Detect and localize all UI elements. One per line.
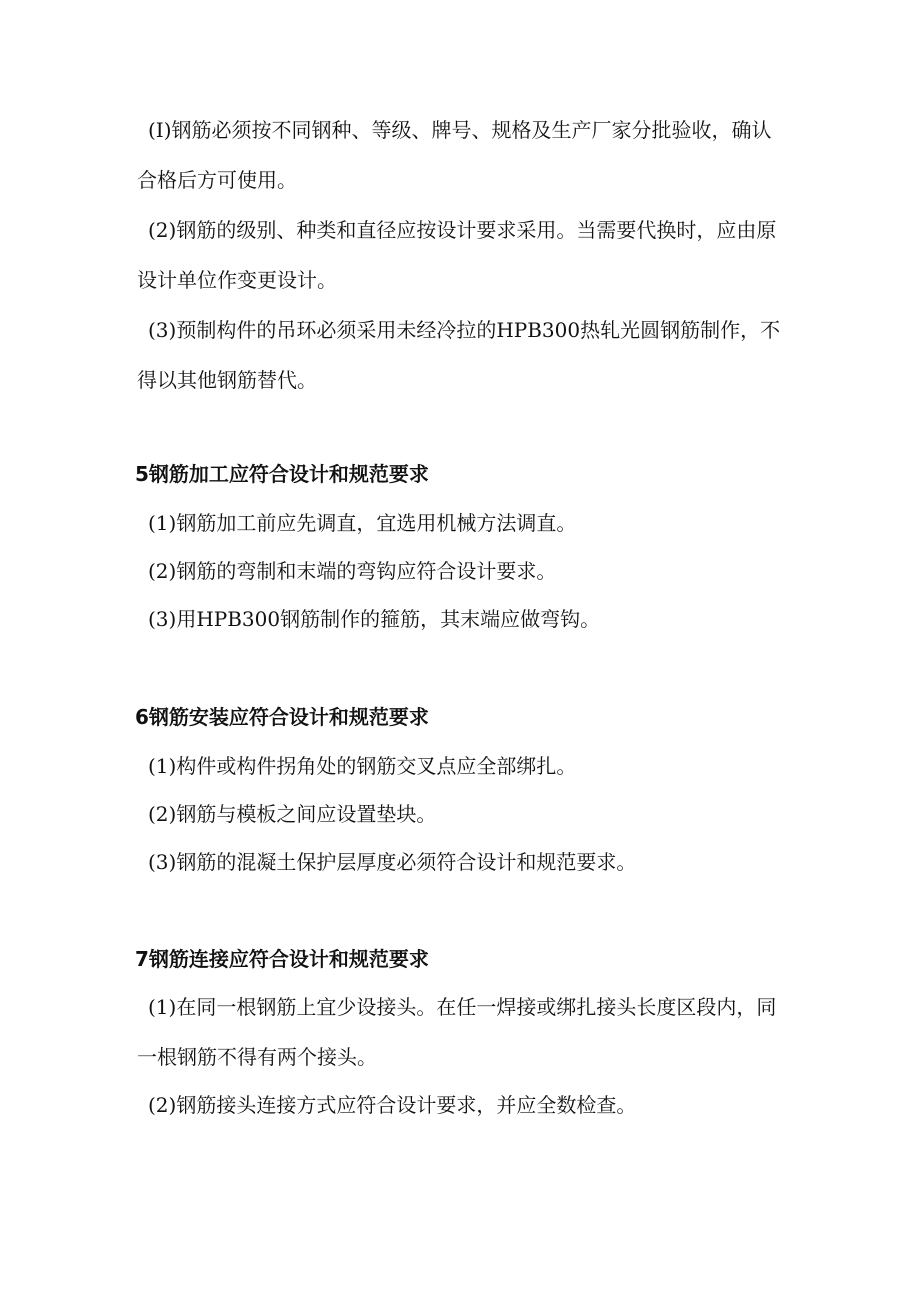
section7-item-1: (1)在同一根钢筋上宜少设接头。在任一焊接或绑扎接头长度区段内，同一根钢筋不得有两个接头。 bbox=[137, 995, 777, 1069]
section6-item-2: (2)钢筋与模板之间应设置垫块。 bbox=[148, 802, 437, 826]
section6-item-3: (3)钢筋的混凝土保护层厚度必须符合设计和规范要求。 bbox=[148, 850, 637, 874]
section5-heading: 5钢筋加工应符合设计和规范要求 bbox=[135, 462, 429, 486]
section5-item-3: (3)用HPB300钢筋制作的箍筋，其末端应做弯钩。 bbox=[148, 607, 601, 631]
section5-item-1: (1)钢筋加工前应先调直，宜选用机械方法调直。 bbox=[148, 511, 577, 535]
section6-heading: 6钢筋安装应符合设计和规范要求 bbox=[135, 705, 429, 729]
section7-heading: 7钢筋连接应符合设计和规范要求 bbox=[135, 947, 429, 971]
section7-item-2: (2)钢筋接头连接方式应符合设计要求，并应全数检查。 bbox=[148, 1093, 637, 1117]
section4-item-2: (2)钢筋的级别、种类和直径应按设计要求采用。当需要代换时，应由原设计单位作变更设计。 bbox=[137, 218, 777, 292]
section6-item-1: (1)构件或构件拐角处的钢筋交叉点应全部绑扎。 bbox=[148, 754, 577, 778]
section4-item-3: (3)预制构件的吊环必须采用未经冷拉的HPB300热轧光圆钢筋制作，不得以其他钢筋替代。 bbox=[137, 318, 781, 392]
section5-item-2: (2)钢筋的弯制和末端的弯钩应符合设计要求。 bbox=[148, 559, 557, 583]
section4-item-1: (I)钢筋必须按不同钢种、等级、牌号、规格及生产厂家分批验收，确认合格后方可使用。 bbox=[137, 118, 772, 192]
